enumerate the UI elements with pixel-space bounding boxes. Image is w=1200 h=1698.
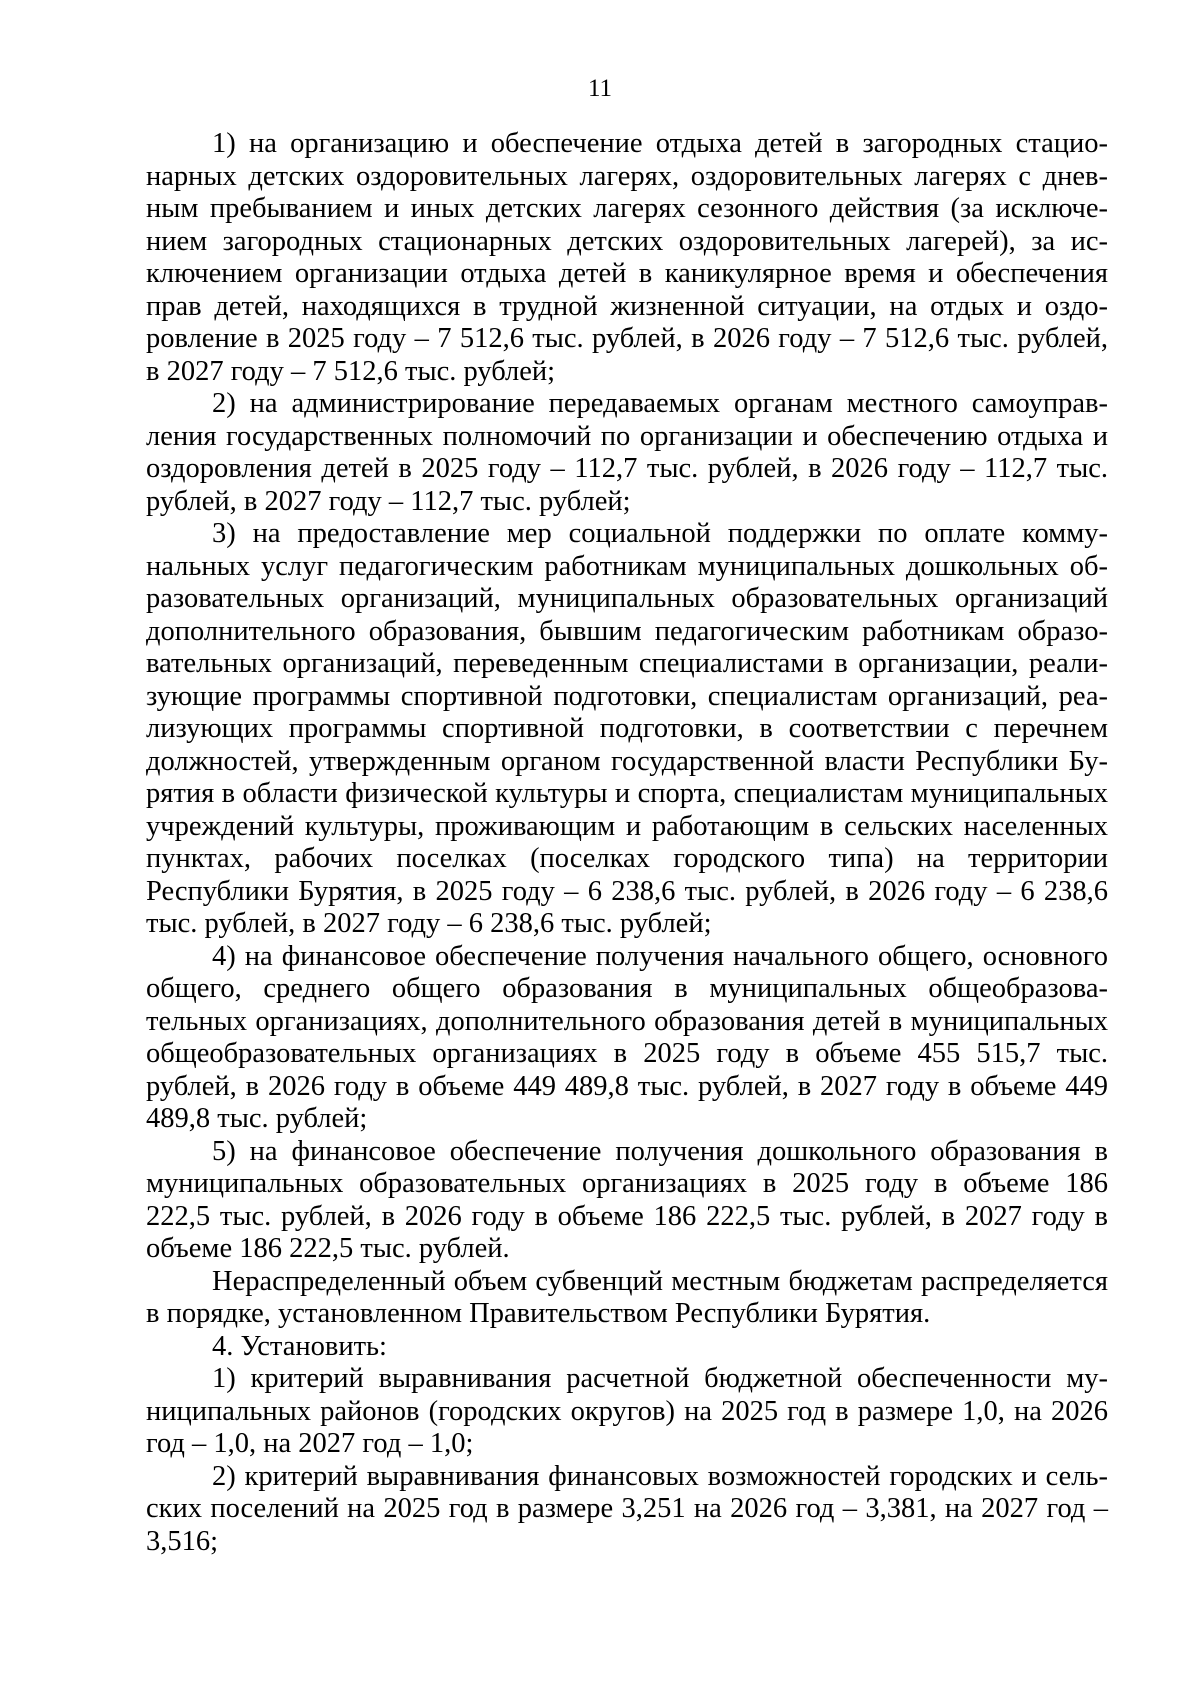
- document-body: [146, 128, 1108, 1558]
- section-heading-establish: 4. Установить:: [212, 1330, 387, 1362]
- paragraph-criterion-2-settlements: 2) критерий выравнивания финансовых возможностей городских и сельских поселений на 2025 год в размере 3,251 на 2026 год – 3,381, на 2027 год – 3,516;: [146, 1460, 1108, 1557]
- paragraph-subvention-3-social-support: 3) на предоставление мер социальной поддержки по оплате коммунальных услуг педагогическим работникам муниципальных дошкольных образовательных организаций, муниципальных образовательных организаций дополнительного образования, бывшим педагогическим работникам образовательных организаций, переведенным специалистами в организации, реализующие программы спортивной подготовки, специалистам организаций, реализующих программы спортивной подготовки, в соответствии с перечнем должностей, утвержденным органом государственной власти Республики Бурятия в области физической культуры и спорта, специалистам муниципальных учреждений культуры, проживающим и работающим в сельских населенных пунктах, рабочих поселках (поселках городского типа) на территории Республики Бурятия, в 2025 году – 6 238,6 тыс. рублей, в 2026 году – 6 238,6 тыс. рублей, в 2027 году – 6 238,6 тыс. рублей;: [146, 518, 1108, 939]
- paragraph-undistributed-subventions: Нераспределенный объем субвенций местным бюджетам распределяется в порядке, установленном Правительством Республики Бурятия.: [146, 1265, 1108, 1329]
- paragraph-subvention-1-summer-camps: 1) на организацию и обеспечение отдыха детей в загородных стационарных детских оздоровительных лагерях, оздоровительных лагерях с дневным пребыванием и иных детских лагерях сезонного действия (за исключением загородных стационарных детских оздоровительных лагерей), за исключением организации отдыха детей в каникулярное время и обеспечения прав детей, находящихся в трудной жизненной ситуации, на отдых и оздоровление в 2025 году – 7 512,6 тыс. рублей, в 2026 году – 7 512,6 тыс. рублей, в 2027 году – 7 512,6 тыс. рублей;: [146, 128, 1108, 387]
- paragraph-subvention-5-preschool-education: 5) на финансовое обеспечение получения дошкольного образования в муниципальных образовательных организациях в 2025 году в объеме 186 222,5 тыс. рублей, в 2026 году в объеме 186 222,5 тыс. рублей, в 2027 году в объеме 186 222,5 тыс. рублей.: [146, 1135, 1108, 1264]
- paragraph-subvention-2-administration: 2) на администрирование передаваемых органам местного самоуправления государственных полномочий по организации и обеспечению отдыха и оздоровления детей в 2025 году – 112,7 тыс. рублей, в 2026 году – 112,7 тыс. рублей, в 2027 году – 112,7 тыс. рублей;: [146, 388, 1108, 517]
- paragraph-criterion-1-districts: 1) критерий выравнивания расчетной бюджетной обеспеченности муниципальных районов (городских округов) на 2025 год в размере 1,0, на 2026 год – 1,0, на 2027 год – 1,0;: [146, 1363, 1108, 1459]
- paragraph-subvention-4-general-education: 4) на финансовое обеспечение получения начального общего, основного общего, среднего общего образования в муниципальных общеобразовательных организациях, дополнительного образования детей в муниципальных общеобразовательных организациях в 2025 году в объеме 455 515,7 тыс. рублей, в 2026 году в объеме 449 489,8 тыс. рублей, в 2027 году в объеме 449 489,8 тыс. рублей;: [146, 940, 1108, 1134]
- page-number: 11: [587, 75, 613, 102]
